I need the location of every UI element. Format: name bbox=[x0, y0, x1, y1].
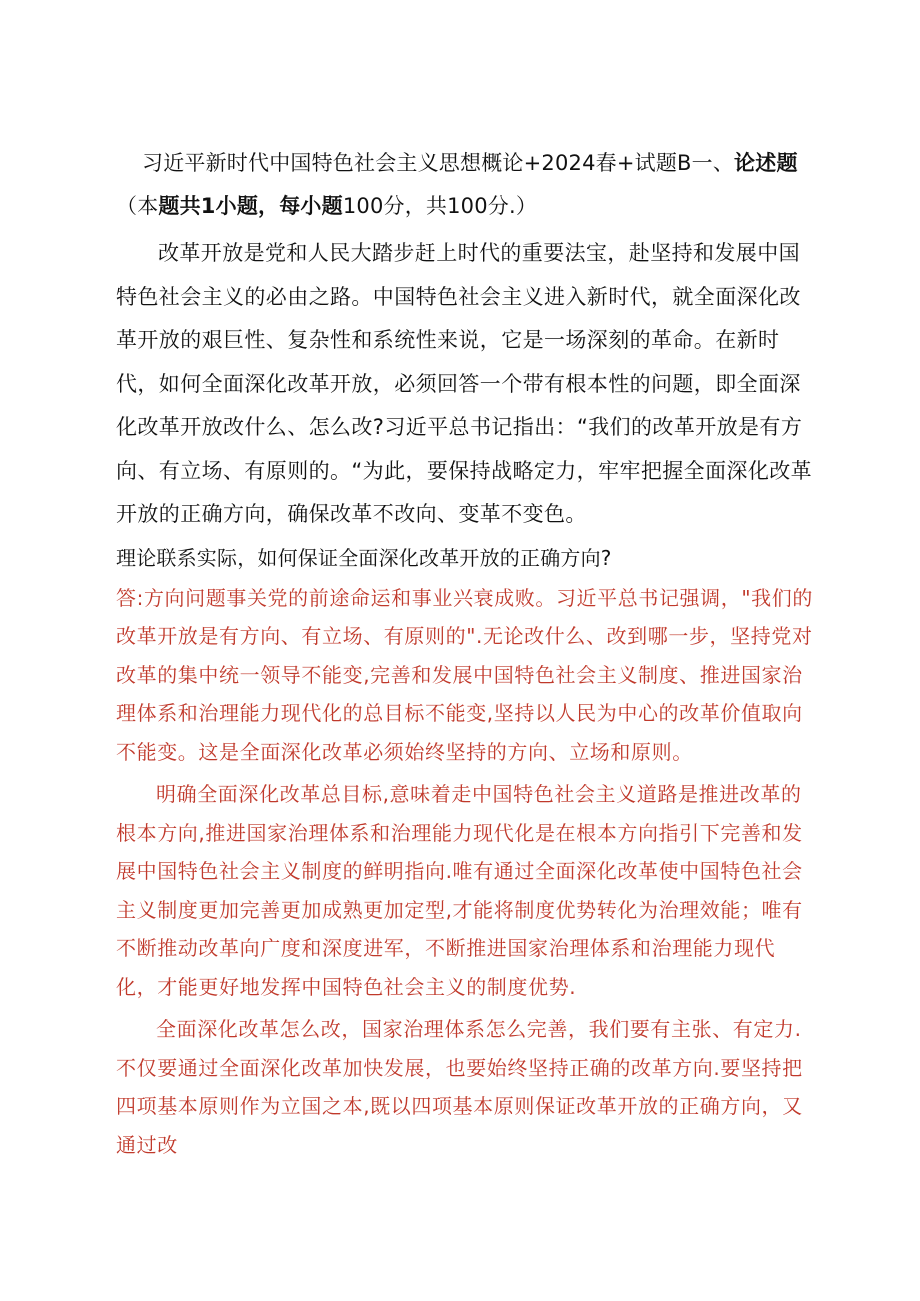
section-label: 论述题 bbox=[734, 151, 798, 175]
exam-heading bbox=[116, 142, 814, 228]
question-text: 理论联系实际，如何保证全面深化改革开放的正确方向? bbox=[116, 545, 612, 570]
answer-paragraph: 明确全面深化改革总目标,意味着走中国特色社会主义道路是推进改革的根本方向,推进国家治理体系和治理能力现代化是在根本方向指引下完善和发展中国特色社会主义制度的鲜明指向.唯有通过全面深化改革使中国特色社会主义制度更加完善更加成熟更加定型,才能将制度优势转化为治理效能；唯有不断推动改革向广度和深度进军，不断推进国家治理体系和治理能力现代化，才能更好地发挥中国特色社会主义的制度优势. bbox=[116, 782, 803, 999]
score-info: 100分，共100分.） bbox=[342, 194, 538, 218]
exam-title: 习近平新时代中国特色社会主义思想概论+2024春+试题B一、 bbox=[142, 151, 735, 175]
answer-paragraph: 答:方向问题事关党的前途命运和事业兴衰成败。习近平总书记强调，"我们的改革开放是有方向、有立场、有原则的".无论改什么、改到哪一步，坚持党对改革的集中统一领导不能变,完善和发展中国特色社会主义制度、推进国家治理体系和治理能力现代化的总目标不能变,坚持以人民为中心的改革价值取向不能变。这是全面深化改革必须始终坚持的方向、立场和原则。 bbox=[116, 585, 813, 764]
question-count: 题共1小题，每小题 bbox=[158, 194, 343, 218]
prompt-paragraph: 改革开放是党和人民大踏步赶上时代的重要法宝，赴坚持和发展中国特色社会主义的必由之路。中国特色社会主义进入新时代，就全面深化改革开放的艰巨性、复杂性和系统性来说，它是一场深刻的革命。在新时代，如何全面深化改革开放，必须回答一个带有根本性的问题，即全面深化改革开放改什么、怎么改?习近平总书记指出：“我们的改革开放是有方向、有立场、有原则的。“为此，要保持战略定力，牢牢把握全面深化改革开放的正确方向，确保改革不改向、变革不变色。 bbox=[116, 241, 813, 526]
heading-paren: （本 bbox=[116, 194, 159, 218]
answer-paragraph: 全面深化改革怎么改，国家治理体系怎么完善，我们要有主张、有定力.不仅要通过全面深化改革加快发展，也要始终坚持正确的改革方向.要坚持把四项基本原则作为立国之本,既以四项基本原则保证改革开放的正确方向，又通过改 bbox=[116, 1017, 803, 1157]
